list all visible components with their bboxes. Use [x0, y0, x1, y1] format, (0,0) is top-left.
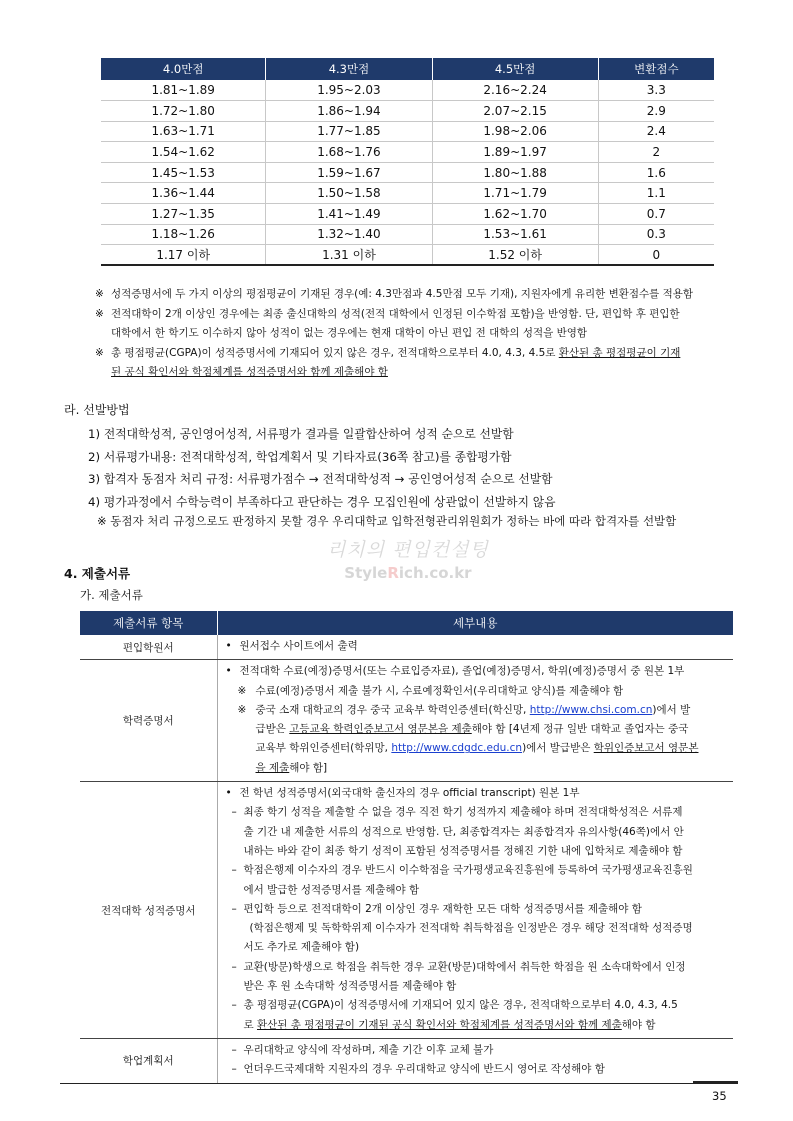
table-row: 전적대학 성적증명서 • 전 학년 성적증명서(외국대학 출신자의 경우 official transcript) 원본 1부 – 최종 학기 성적을 제출할 수 없을 경우 직전 학기 성적까지 제출해야 하며 전적대학성적은 서류제 출 기간 내 제출한 서류의 성적으로 반영함. 단, 최종합격자는 최종합격자 유의사항(46쪽)에서 안 내하는 바와 같이 최종 학기 성적이 포함된 성적증명서를 정해진 기한 내에 입학처로 제출해야 함 – 학점은행제 이수자의 경우 반드시 이수학점을 국가평생교육진흥원에 등록하여 국가평생교육진흥원 에서 발급한 성적증명서를 제출해야 함 – 편입학 등으로 전적대학이 2개 이상인 경우 재학한 모든 대학 성적증명서를 제출해야 함 (학점은행제 및 독학학위제 이수자가 전적대학 취득학점을 인정받은 경우 해당 전적대학 성적증명 서도 추가로 제출해야 함) – 교환(방문)학생으로 학점을 취득한 경우 교환(방문)대학에서 취득한 학점을 원 소속대학에서 인정 받은 후 원 소속대학 성적증명서를 제출해야 함 – 총 평점평균(CGPA)이 성적증명서에 기재되어 있지 않은 경우, 전적대학으로부터 4.0, 4.3, 4.5 로 환산된 총 평점평균이 기재된 공식 확인서와 학점체계를 성적증명서와 함께 제출해야 함	[80, 782, 733, 1039]
note-1: ※ 성적증명서에 두 가지 이상의 평점평균이 기재된 경우(예: 4.3만점과 4.5만점 모두 기재), 지원자에게 유리한 변환점수를 적용함	[95, 285, 740, 305]
selection-method-heading: 라. 선발방법	[64, 403, 130, 417]
table-cell: 0	[598, 245, 714, 266]
table-row: 학력증명서 • 전적대학 수료(예정)증명서(또는 수료입증자료), 졸업(예정)증명서, 학위(예정)증명서 중 원본 1부 ※ 수료(예정)증명서 제출 불가 시, 수료예정확인서(우리대학교 양식)를 제출해야 함 ※ 중국 소재 대학교의 경우 중국 교육부 학력인증센터(학신망, http://www.chsi.com.cn)에서 발 급받은 고등교육 학력인증보고서 영문본을 제출해야 함 [4년제 정규 일반 대학교 졸업자는 중국 교육부 학위인증센터(학위망, http://www.cdgdc.edu.cn)에서 발급받은 학위인증보고서 영문본 을 제출해야 함]	[80, 660, 733, 782]
header-4-3: 4.3만점	[266, 58, 432, 80]
table-row	[101, 80, 714, 101]
table-cell: 1.89~1.97	[432, 142, 598, 163]
doc-item-study-plan: 학업계획서	[80, 1038, 217, 1083]
table-cell: 1.32~1.40	[266, 224, 432, 245]
table-cell: 2.4	[598, 121, 714, 142]
table-cell: 1.17 이하	[101, 245, 266, 266]
table-row	[101, 101, 714, 122]
table-cell: 1.54~1.62	[101, 142, 266, 163]
table-cell: 1.62~1.70	[432, 204, 598, 225]
doc-item-transcript: 전적대학 성적증명서	[80, 782, 217, 1039]
table-cell: 1.36~1.44	[101, 183, 266, 204]
subsection-title: 가. 제출서류	[80, 588, 143, 602]
table-cell: 0.7	[598, 204, 714, 225]
header-converted-score: 변환점수	[598, 58, 714, 80]
table-cell: 2.07~2.15	[432, 101, 598, 122]
table-cell: 1.80~1.88	[432, 162, 598, 183]
table-row	[101, 162, 714, 183]
table-cell: 1.6	[598, 162, 714, 183]
list-item: 1) 전적대학성적, 공인영어성적, 서류평가 결과를 일괄합산하여 성적 순으로 선발함	[88, 427, 514, 441]
list-item: 3) 합격자 동점자 처리 규정: 서류평가점수 → 전적대학성적 → 공인영어성적 순으로 선발함	[88, 472, 553, 487]
table-cell: 1.95~2.03	[266, 80, 432, 101]
table-cell: 1.86~1.94	[266, 101, 432, 122]
doc-item-application: 편입학원서	[80, 635, 217, 660]
table-cell: 1.77~1.85	[266, 121, 432, 142]
table-row	[101, 204, 714, 225]
table-cell: 1.45~1.53	[101, 162, 266, 183]
table-cell: 1.63~1.71	[101, 121, 266, 142]
reference-mark: ※	[95, 346, 104, 359]
grade-table-header	[101, 58, 714, 80]
table-cell: 1.72~1.80	[101, 101, 266, 122]
reference-mark: ※	[95, 288, 104, 300]
table-cell: 1.50~1.58	[266, 183, 432, 204]
watermark-line-2: StyleRich.co.kr	[344, 564, 472, 582]
selection-method-list	[88, 423, 556, 513]
table-cell: 1.71~1.79	[432, 183, 598, 204]
table-cell: 1.68~1.76	[266, 142, 432, 163]
watermark-line-1: 리치의 편입컨설팅	[327, 539, 489, 561]
table-row	[101, 142, 714, 163]
header-details: 세부내용	[217, 611, 733, 635]
table-row	[101, 183, 714, 204]
table-row	[101, 224, 714, 245]
header-4-5: 4.5만점	[432, 58, 598, 80]
table-cell: 0.3	[598, 224, 714, 245]
table-cell: 1.81~1.89	[101, 80, 266, 101]
table-row	[101, 245, 714, 266]
chsi-link[interactable]: http://www.chsi.com.cn	[529, 703, 653, 716]
list-item: 4) 평가과정에서 수학능력이 부족하다고 판단하는 경우 모집인원에 상관없이 선발하지 않음	[88, 494, 556, 509]
cdgdc-link[interactable]: http://www.cdgdc.edu.cn	[391, 742, 523, 755]
table-cell: 2	[598, 142, 714, 163]
header-4-0: 4.0만점	[101, 58, 266, 80]
grade-notes	[95, 285, 740, 383]
header-document-item: 제출서류 항목	[80, 611, 217, 635]
table-cell: 1.98~2.06	[432, 121, 598, 142]
table-cell: 1.18~1.26	[101, 224, 266, 245]
table-cell: 1.41~1.49	[266, 204, 432, 225]
doc-item-degree-certificate: 학력증명서	[80, 660, 217, 782]
section-title: 4. 제출서류	[64, 566, 131, 581]
required-documents-table	[80, 611, 733, 1084]
watermark	[327, 535, 489, 582]
table-cell: 1.27~1.35	[101, 204, 266, 225]
grade-conversion-table	[101, 58, 714, 266]
reference-mark: ※	[95, 307, 104, 320]
table-cell: 2.9	[598, 101, 714, 122]
note-2: ※ 전적대학이 2개 이상인 경우에는 최종 출신대학의 성적(전적 대학에서 인정된 이수학점 포함)을 반영함. 단, 편입학 후 편입한 대학에서 한 학기도 이수하지 않아 성적이 없는 경우에는 현재 대학이 아닌 편입 전 대학의 성적을 반영함	[95, 305, 740, 344]
footer-divider	[60, 1083, 738, 1084]
table-row: 편입학원서 • 원서접수 사이트에서 출력	[80, 635, 733, 660]
list-item: 2) 서류평가내용: 전적대학성적, 학업계획서 및 기타자료(36쪽 참고)를 종합평가함	[88, 449, 512, 464]
table-cell: 1.1	[598, 183, 714, 204]
footer-accent	[693, 1081, 738, 1084]
table-cell: 1.59~1.67	[266, 162, 432, 183]
grade-table-body	[101, 80, 714, 265]
table-row	[101, 121, 714, 142]
table-cell: 1.52 이하	[432, 245, 598, 266]
table-cell: 1.53~1.61	[432, 224, 598, 245]
tie-break-note: ※ 동점자 처리 규정으로도 판정하지 못할 경우 우리대학교 입학전형관리위원회가 정하는 바에 따라 합격자를 선발함	[97, 514, 677, 528]
table-row: 학업계획서 – 우리대학교 양식에 작성하며, 제출 기간 이후 교체 불가 – 언더우드국제대학 지원자의 경우 우리대학교 양식에 반드시 영어로 작성해야 함	[80, 1038, 733, 1083]
table-cell: 2.16~2.24	[432, 80, 598, 101]
table-cell: 3.3	[598, 80, 714, 101]
table-cell: 1.31 이하	[266, 245, 432, 266]
page-number: 35	[712, 1089, 727, 1103]
note-3: ※ 총 평점평균(CGPA)이 성적증명서에 기재되어 있지 않은 경우, 전적대학으로부터 4.0, 4.3, 4.5로 환산된 총 평점평균이 기재 된 공식 확인서와 학점체계를 성적증명서와 함께 제출해야 함	[95, 344, 740, 383]
